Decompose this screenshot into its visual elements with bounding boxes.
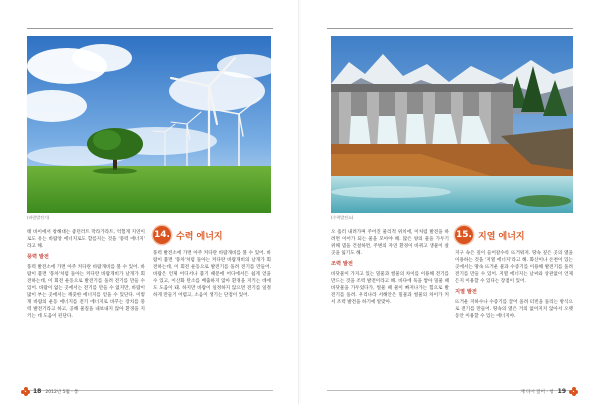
wind-turbine-illustration bbox=[27, 36, 271, 213]
body-paragraph: 풍력 발전소에 가면 아주 커다란 바람개비를 볼 수 있어. 바람이 불면 '풍차'처럼 돌아는 커다란 바람개비의 날개가 회전하는데, 이 회전 운동으로 발전기를 돌려 전기를 만들어. 바람은 언제 어디서나 불기 때문에 어디에서든 쉽게 얻을 수 있고, 이산화 탄소를 배출하지 않아 환경을 지키는 데에도 도움이 돼. 하지만 바람이 일정하지 않으면 전기를 일정하게 만들기 어렵고, 소음이 생기는 단점이 있어. bbox=[153, 251, 271, 298]
body-paragraph: 지구 속은 깊이 들어갈수록 뜨거워져. 땅속 깊은 곳의 열을 이용하는 것을 '지열 에너지'라고 해. 화산이나 온천이 있는 곳에서는 땅속 뜨거운 물과 수증기를 이용해 발전기를 돌려 전기를 만들 수 있어. 지열 에너지는 날씨와 상관없이 언제든지 이용할 수 있다는 장점이 있어. bbox=[455, 251, 573, 284]
left-column-1 bbox=[27, 229, 145, 323]
top-rule bbox=[27, 28, 273, 29]
flower-icon bbox=[21, 387, 30, 396]
footer-text: 2012년 5월 · 통 bbox=[45, 389, 79, 395]
top-rule bbox=[327, 28, 573, 29]
left-column-2 bbox=[153, 250, 271, 302]
flower-icon bbox=[569, 387, 578, 396]
photo-caption: (수력발전소) bbox=[331, 215, 354, 220]
section-number-badge: 14. bbox=[153, 226, 171, 244]
section-title: 지열 발전 bbox=[455, 289, 477, 295]
body-paragraph: 풍력 발전소에 가면 아주 커다란 바람개비를 볼 수 있어. 바람이 불면 '풍차'처럼 돌아는 커다란 바람개비가 날개가 회전하는데, 이 회전 운동으로 발전기를 돌려 전기를 만들 수 있어. 바람이 없는 곳에서는 전기를 만들 수 없지만, 바람이 많이 부는 곳에서는 깨끗한 에너지를 얻을 수 있단다. 이렇게 바람의 운동 에너지를 전기 에너지로 바꾸는 장치를 풍력 발전기라고 하고, 공해 물질을 내보내지 않아 환경을 지키는 데 도움이 된단다. bbox=[27, 265, 145, 319]
hydro-dam-illustration bbox=[331, 36, 573, 213]
footer bbox=[520, 387, 578, 396]
footer-text: 재 다시 읽어 · 청 bbox=[520, 389, 554, 395]
section-heading-title: 지열 에너지 bbox=[478, 231, 525, 242]
footer bbox=[21, 387, 78, 396]
left-page bbox=[0, 0, 299, 404]
section-title: 풍력 발전 bbox=[27, 254, 49, 260]
body-paragraph: 바닷물이 가지고 있는 밀물과 썰물의 차이를 이용해 전기를 만드는 것을 조력 발전이라고 해. 바다에 둑을 쌓아 밀물 때 바닷물을 가두었다가, 썰물 때 물이 빠져나가는 힘으로 발전기를 돌려. 우리나라 서해안은 밀물과 썰물의 차이가 커서 조력 발전을 하기에 알맞아. bbox=[331, 272, 449, 305]
right-column-2 bbox=[455, 250, 573, 323]
page-number: 18 bbox=[33, 388, 42, 395]
wind-turbine-photo bbox=[27, 36, 271, 213]
section-heading-title: 수력 에너지 bbox=[176, 231, 223, 242]
intro-paragraph: 태 바이에서 창해대는 좋던러트 막라가라트, 억험게 지연이로도 유는 바람앙 에너지로도 할름지는 것을 '풍력 에너지' 라고 해. bbox=[27, 230, 145, 249]
dam-photo bbox=[331, 36, 573, 213]
left-section-heading bbox=[153, 226, 223, 244]
body-paragraph: 뜨거운 지하수나 수증기를 끌어 올려 터빈을 돌리는 방식으로 전기를 만들어. 땅속의 열은 거의 없어지지 않아서 오랫동안 이용할 수 있는 에너지야. bbox=[455, 300, 573, 319]
right-section-heading bbox=[455, 226, 525, 244]
right-page bbox=[301, 0, 600, 404]
body-paragraph: 오 흘러 내려가며 주어진 물리적 위치에, 이처럼 발전을 하려면 이어가 되는 물을 모아야 해. 많은 양의 물을 가두기 위해 댐을 건설하면, 주변의 자연 환경이 바뀌고 생물이 살 곳을 잃기도 해. bbox=[331, 230, 449, 256]
section-title: 조력 발전 bbox=[331, 261, 353, 267]
right-column-1 bbox=[331, 229, 449, 309]
photo-caption: (바람발전기) bbox=[27, 215, 50, 220]
page-number: 19 bbox=[557, 388, 566, 395]
section-number-badge: 15. bbox=[455, 226, 473, 244]
